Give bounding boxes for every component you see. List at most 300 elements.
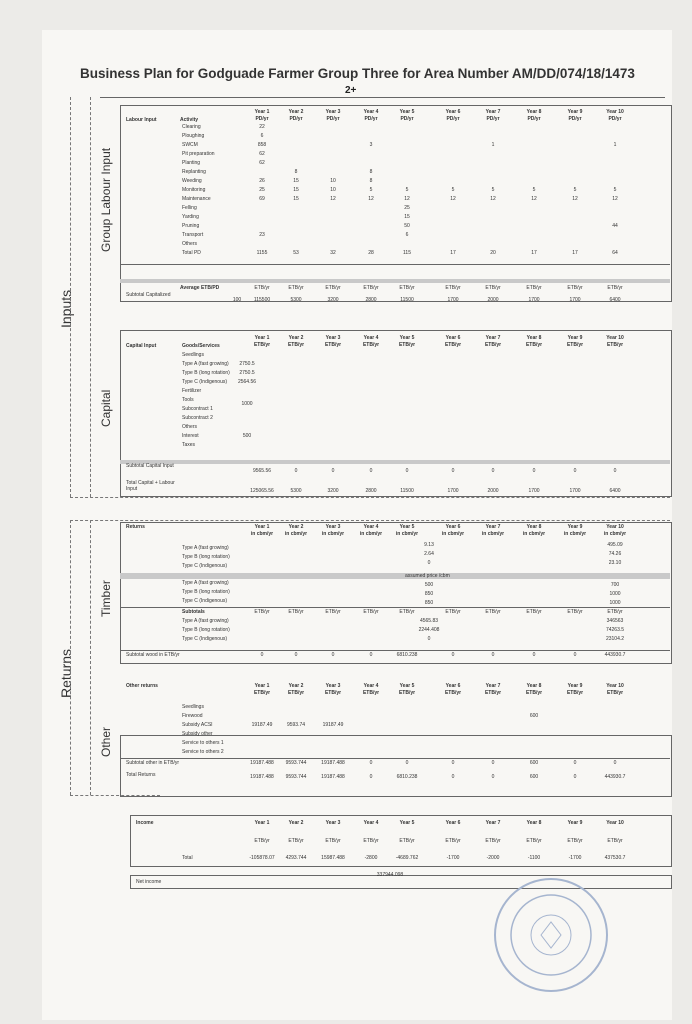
labour-cell: 5 xyxy=(613,187,617,193)
labour-avg-unit: ETB/yr xyxy=(254,285,270,291)
other-subtotal-cell: 0 xyxy=(405,760,409,766)
other-row-label: Subsidy other xyxy=(182,731,213,737)
timber-subtotal-cell: 6810.238 xyxy=(396,652,418,658)
year-header: Year 4 xyxy=(363,524,379,530)
labour-cell: 5 xyxy=(491,187,495,193)
capital-band xyxy=(120,460,670,464)
labour-cell: 1 xyxy=(491,142,495,148)
capital-row-label: Subcontract 2 xyxy=(182,415,213,421)
section-labour-label: Group Labour Input xyxy=(99,147,113,252)
inputs-frame-bottom xyxy=(70,497,670,498)
timber-etb-unit: ETB/yr xyxy=(363,609,379,615)
income-year-header: Year 1 xyxy=(254,820,270,826)
other-row-label: Service to others 2 xyxy=(182,749,224,755)
labour-cell: 23 xyxy=(259,232,265,238)
year-header: Year 7 xyxy=(485,335,501,341)
year-header: Year 7 xyxy=(485,524,501,530)
year-unit: in cbm/yr xyxy=(522,531,546,537)
income-total-cell: -2800 xyxy=(364,855,378,861)
section-returns-label: Returns xyxy=(58,648,74,698)
labour-cell: 64 xyxy=(612,250,618,256)
timber-value-y10: 346563 xyxy=(606,618,624,624)
other-subtotal-cell: 19187.488 xyxy=(250,760,274,766)
year-header: Year 8 xyxy=(526,335,542,341)
timber-volume-y5: 0 xyxy=(427,560,431,566)
year-unit: PD/yr xyxy=(486,116,500,122)
timber-price-row-label: Type A (fast growing) xyxy=(182,580,229,586)
year-header: Year 4 xyxy=(363,335,379,341)
year-unit: PD/yr xyxy=(446,116,460,122)
year-header: Year 4 xyxy=(363,109,379,115)
income-unit: ETB/yr xyxy=(363,838,379,844)
capital-row-label: Subcontract 1 xyxy=(182,406,213,412)
year-unit: ETB/yr xyxy=(566,342,584,348)
year-unit: ETB/yr xyxy=(606,690,624,696)
income-total-cell: -1100 xyxy=(527,855,541,861)
other-row-label: Service to others 1 xyxy=(182,740,224,746)
timber-etb-unit: ETB/yr xyxy=(445,609,461,615)
other-total-label: Total Returns xyxy=(126,772,156,778)
income-unit: ETB/yr xyxy=(526,838,542,844)
year-unit: ETB/yr xyxy=(606,342,624,348)
labour-cell: 12 xyxy=(490,196,496,202)
timber-etb-unit: ETB/yr xyxy=(254,609,270,615)
labour-row-label: SWCM xyxy=(182,142,198,148)
timber-value-y10: 74263.5 xyxy=(605,627,625,633)
timber-value-label: Type C (Indigenous) xyxy=(182,636,228,642)
labour-row-label: Weeding xyxy=(182,178,202,184)
other-subtotal-cell: 9593.744 xyxy=(285,760,307,766)
labour-cell: 5 xyxy=(532,187,536,193)
year-unit: ETB/yr xyxy=(287,342,305,348)
labour-cell: 62 xyxy=(259,160,265,166)
labour-cell: 12 xyxy=(612,196,618,202)
labour-row-label: Clearing xyxy=(182,124,201,130)
seal-graphic xyxy=(496,880,606,990)
timber-value-label: Type B (long rotation) xyxy=(182,627,230,633)
subtitle-rule xyxy=(100,97,665,98)
timber-price-y5: 850 xyxy=(424,600,434,606)
year-unit: ETB/yr xyxy=(398,690,416,696)
timber-price-row-label: Type B (long rotation) xyxy=(182,589,230,595)
timber-subtotal-cell: 0 xyxy=(369,652,373,658)
capital-total-cell: 3200 xyxy=(327,488,339,494)
section-timber-label: Timber xyxy=(99,580,113,617)
other-total-cell: 600 xyxy=(529,774,539,780)
official-seal xyxy=(494,878,608,992)
capital-total-label: Total Capital + Labour Input xyxy=(126,480,175,492)
timber-etb-unit: ETB/yr xyxy=(526,609,542,615)
income-total-cell: -1700 xyxy=(446,855,460,861)
year-header: Year 8 xyxy=(526,683,542,689)
labour-row-label: Yarding xyxy=(182,214,199,220)
labour-band xyxy=(120,279,670,283)
year-unit: in cbm/yr xyxy=(395,531,419,537)
labour-cell: 26 xyxy=(259,178,265,184)
year-unit: PD/yr xyxy=(568,116,582,122)
labour-row-label: Pruning xyxy=(182,223,200,229)
labour-cell: 12 xyxy=(368,196,374,202)
timber-price-y10: 700 xyxy=(610,582,620,588)
timber-etb-unit: ETB/yr xyxy=(288,609,304,615)
income-unit: ETB/yr xyxy=(607,838,623,844)
year-header: Year 10 xyxy=(606,109,624,115)
labour-row-label: Monitoring xyxy=(182,187,206,193)
capital-cell: 1000 xyxy=(241,401,253,407)
year-header: Year 9 xyxy=(567,109,583,115)
year-unit: ETB/yr xyxy=(362,342,380,348)
timber-subtotals-rule xyxy=(120,607,670,608)
labour-row-label: Others xyxy=(182,241,198,247)
labour-avg-unit: ETB/yr xyxy=(445,285,461,291)
capital-subtotal-cell: 0 xyxy=(573,468,577,474)
labour-cell: 25 xyxy=(259,187,265,193)
labour-activity-header: Activity xyxy=(180,117,199,123)
year-unit: ETB/yr xyxy=(398,342,416,348)
returns-frame-outer xyxy=(70,520,71,795)
labour-avg-unit: ETB/yr xyxy=(485,285,501,291)
labour-subtotal-cell: 115500 xyxy=(253,297,271,303)
timber-volume-y10: 495.09 xyxy=(607,542,623,548)
other-subtotal-cell: 0 xyxy=(491,760,495,766)
year-unit: ETB/yr xyxy=(324,342,342,348)
timber-price-y5: 850 xyxy=(424,591,434,597)
labour-subtotal-cell: 3200 xyxy=(327,297,339,303)
year-header: Year 2 xyxy=(288,524,304,530)
net-income-value: 337944.098 xyxy=(376,872,404,878)
capital-row-label: Type A (fast growing) xyxy=(182,361,229,367)
capital-subtotal-cell: 0 xyxy=(294,468,298,474)
labour-cell: 69 xyxy=(259,196,265,202)
timber-price-band xyxy=(120,573,670,579)
section-inputs-label: Inputs xyxy=(58,289,74,328)
year-header: Year 6 xyxy=(445,683,461,689)
year-unit: in cbm/yr xyxy=(603,531,627,537)
income-unit: ETB/yr xyxy=(254,838,270,844)
year-header: Year 7 xyxy=(485,109,501,115)
year-header: Year 7 xyxy=(485,683,501,689)
income-label: Income xyxy=(136,820,154,826)
labour-subtotal-cell: 2000 xyxy=(487,297,499,303)
income-year-header: Year 3 xyxy=(325,820,341,826)
labour-cell: 3 xyxy=(369,142,373,148)
labour-cell: 10 xyxy=(330,178,336,184)
capital-cell: 2750.5 xyxy=(239,361,255,367)
capital-total-cell: 1700 xyxy=(528,488,540,494)
other-total-cell: 19187.488 xyxy=(250,774,274,780)
income-year-header: Year 8 xyxy=(526,820,542,826)
capital-subtotal-cell: 0 xyxy=(369,468,373,474)
labour-subtotal-cell: 6400 xyxy=(609,297,621,303)
labour-cell: 15 xyxy=(293,178,299,184)
income-year-header: Year 6 xyxy=(445,820,461,826)
capital-total-cell: 2000 xyxy=(487,488,499,494)
year-header: Year 9 xyxy=(567,335,583,341)
year-header: Year 2 xyxy=(288,683,304,689)
labour-cell: 20 xyxy=(490,250,496,256)
labour-avg-unit: ETB/yr xyxy=(607,285,623,291)
other-row-label: Subsidy ACSI xyxy=(182,722,213,728)
labour-cell: 115 xyxy=(403,250,411,256)
capital-row-label: Type B (long rotation) xyxy=(182,370,230,376)
timber-value-y5: 2244.408 xyxy=(418,627,440,633)
labour-subtotal-cell: 1700 xyxy=(447,297,459,303)
income-year-header: Year 9 xyxy=(567,820,583,826)
labour-input-label: Labour Input xyxy=(126,117,157,123)
timber-etb-unit: ETB/yr xyxy=(399,609,415,615)
capital-subtotal-cell: 0 xyxy=(451,468,455,474)
capital-subtotal-cell: 0 xyxy=(532,468,536,474)
page-subtitle: 2+ xyxy=(345,85,357,96)
timber-volume-label: Type A (fast growing) xyxy=(182,545,229,551)
year-unit: in cbm/yr xyxy=(321,531,345,537)
capital-total-cell: 125065.56 xyxy=(250,488,274,494)
labour-cell: 12 xyxy=(531,196,537,202)
income-unit: ETB/yr xyxy=(288,838,304,844)
returns-frame-left xyxy=(90,520,91,795)
income-unit: ETB/yr xyxy=(445,838,461,844)
year-unit: PD/yr xyxy=(255,116,269,122)
capital-subtotal-cell: 0 xyxy=(613,468,617,474)
year-header: Year 3 xyxy=(325,683,341,689)
other-total-cell: 0 xyxy=(451,774,455,780)
timber-etb-unit: ETB/yr xyxy=(607,609,623,615)
income-total-label: Total xyxy=(182,855,193,861)
other-total-cell: 9593.744 xyxy=(285,774,307,780)
other-subtotal-rule xyxy=(120,758,670,759)
labour-row-label: Ploughing xyxy=(182,133,205,139)
labour-cell: 8 xyxy=(369,169,373,175)
labour-cell: 50 xyxy=(404,223,410,229)
timber-etb-unit: ETB/yr xyxy=(485,609,501,615)
year-header: Year 5 xyxy=(399,524,415,530)
year-unit: in cbm/yr xyxy=(481,531,505,537)
income-total-cell: -4689.762 xyxy=(395,855,419,861)
capital-total-cell: 11500 xyxy=(400,488,414,494)
income-year-header: Year 10 xyxy=(606,820,624,826)
labour-cell: 28 xyxy=(368,250,374,256)
year-header: Year 2 xyxy=(288,109,304,115)
other-subtotal-cell: 0 xyxy=(451,760,455,766)
other-cell: 9593.74 xyxy=(286,722,306,728)
year-unit: PD/yr xyxy=(289,116,303,122)
year-unit: ETB/yr xyxy=(253,690,271,696)
year-header: Year 3 xyxy=(325,335,341,341)
year-header: Year 10 xyxy=(606,683,624,689)
returns-frame-top xyxy=(70,520,670,521)
capital-subtotal-cell: 0 xyxy=(405,468,409,474)
timber-value-label: Type A (fast growing) xyxy=(182,618,229,624)
capital-row-label: Interest xyxy=(182,433,199,439)
year-header: Year 4 xyxy=(363,683,379,689)
labour-avg-unit: ETB/yr xyxy=(363,285,379,291)
labour-cell: 6 xyxy=(405,232,409,238)
labour-avg-unit: ETB/yr xyxy=(399,285,415,291)
timber-subtotal-cell: 0 xyxy=(573,652,577,658)
labour-row-label: Felling xyxy=(182,205,197,211)
capital-cell: 2750.5 xyxy=(239,370,255,376)
capital-goods-header: Goods/Services xyxy=(182,343,220,349)
income-total-cell: -1700 xyxy=(568,855,582,861)
year-header: Year 1 xyxy=(254,109,270,115)
timber-subtotal-cell: 0 xyxy=(532,652,536,658)
year-unit: ETB/yr xyxy=(287,690,305,696)
income-unit: ETB/yr xyxy=(325,838,341,844)
year-header: Year 1 xyxy=(254,683,270,689)
labour-cell: 8 xyxy=(369,178,373,184)
year-unit: PD/yr xyxy=(326,116,340,122)
labour-cell: 5 xyxy=(405,187,409,193)
capital-subtotal-cell: 9565.56 xyxy=(252,468,272,474)
labour-cell: 17 xyxy=(450,250,456,256)
labour-cell: 44 xyxy=(612,223,618,229)
other-subtotal-cell: 600 xyxy=(529,760,539,766)
timber-volume-label: Type B (long rotation) xyxy=(182,554,230,560)
timber-etb-unit: ETB/yr xyxy=(567,609,583,615)
other-total-cell: 19187.488 xyxy=(321,774,345,780)
section-other-label: Other xyxy=(99,726,113,757)
year-header: Year 10 xyxy=(606,335,624,341)
labour-row-label: Replanting xyxy=(182,169,206,175)
capital-subtotal-label: Subtotal Capital Input xyxy=(126,463,174,469)
labour-avg-value: 100 xyxy=(232,297,242,303)
capital-subtotal-cell: 0 xyxy=(491,468,495,474)
other-cell: 600 xyxy=(529,713,539,719)
year-header: Year 8 xyxy=(526,524,542,530)
labour-avg-unit: ETB/yr xyxy=(288,285,304,291)
year-header: Year 10 xyxy=(606,524,624,530)
income-total-cell: -2000 xyxy=(486,855,500,861)
year-header: Year 9 xyxy=(567,683,583,689)
timber-subtotal-cell: 0 xyxy=(294,652,298,658)
year-unit: in cbm/yr xyxy=(359,531,383,537)
capital-subtotal-cell: 0 xyxy=(331,468,335,474)
timber-subtotal-cell: 0 xyxy=(451,652,455,658)
year-unit: ETB/yr xyxy=(324,690,342,696)
labour-cell: 5 xyxy=(451,187,455,193)
timber-volume-y10: 74.26 xyxy=(608,551,622,557)
income-total-cell: 4293.744 xyxy=(285,855,307,861)
labour-row-label: Maintenance xyxy=(182,196,211,202)
year-header: Year 8 xyxy=(526,109,542,115)
income-total-cell: 437530.7 xyxy=(604,855,626,861)
year-unit: in cbm/yr xyxy=(441,531,465,537)
income-unit: ETB/yr xyxy=(567,838,583,844)
labour-cell: 5 xyxy=(369,187,373,193)
income-unit: ETB/yr xyxy=(485,838,501,844)
inputs-frame-left xyxy=(90,97,91,497)
labour-avg-unit: ETB/yr xyxy=(325,285,341,291)
year-header: Year 9 xyxy=(567,524,583,530)
labour-cell: 17 xyxy=(572,250,578,256)
capital-row-label: Seedlings xyxy=(182,352,204,358)
labour-subtotal-cell: 11500 xyxy=(400,297,414,303)
labour-avg-label: Average ETB/PD xyxy=(180,285,220,291)
year-unit: ETB/yr xyxy=(444,342,462,348)
other-subtotal-cell: 0 xyxy=(613,760,617,766)
labour-total-rule xyxy=(120,264,670,265)
year-header: Year 6 xyxy=(445,109,461,115)
labour-cell: 8 xyxy=(294,169,298,175)
timber-value-y5: 4565.83 xyxy=(419,618,439,624)
other-total-cell: 0 xyxy=(573,774,577,780)
other-total-cell: 443930.7 xyxy=(604,774,626,780)
labour-subtotal-cell: 1700 xyxy=(569,297,581,303)
timber-etb-unit: ETB/yr xyxy=(325,609,341,615)
net-income-label: Net income xyxy=(136,879,162,885)
other-total-cell: 6810.238 xyxy=(396,774,418,780)
year-header: Year 3 xyxy=(325,524,341,530)
labour-cell: 15 xyxy=(404,214,410,220)
labour-cell: 22 xyxy=(259,124,265,130)
year-unit: ETB/yr xyxy=(484,690,502,696)
labour-row-label: Total PD xyxy=(182,250,201,256)
year-unit: ETB/yr xyxy=(525,342,543,348)
other-subtotal-label: Subtotal other in ETB/yr xyxy=(126,760,180,766)
year-header: Year 5 xyxy=(399,683,415,689)
timber-price-y10: 1000 xyxy=(609,591,621,597)
year-unit: in cbm/yr xyxy=(250,531,274,537)
capital-total-cell: 2800 xyxy=(365,488,377,494)
year-header: Year 5 xyxy=(399,109,415,115)
capital-total-cell: 6400 xyxy=(609,488,621,494)
labour-subtotal-cell: 5300 xyxy=(290,297,302,303)
capital-cell: 2564.56 xyxy=(237,379,257,385)
labour-cell: 25 xyxy=(404,205,410,211)
year-header: Year 5 xyxy=(399,335,415,341)
income-year-header: Year 2 xyxy=(288,820,304,826)
labour-cell: 858 xyxy=(257,142,267,148)
year-header: Year 1 xyxy=(254,335,270,341)
year-header: Year 3 xyxy=(325,109,341,115)
year-header: Year 2 xyxy=(288,335,304,341)
income-total-cell: -105878.07 xyxy=(249,855,275,861)
labour-avg-unit: ETB/yr xyxy=(567,285,583,291)
capital-row-label: Others xyxy=(182,424,198,430)
labour-cell: 6 xyxy=(260,133,264,139)
timber-volume-y5: 9.13 xyxy=(424,542,434,548)
labour-cell: 32 xyxy=(330,250,336,256)
labour-cell: 15 xyxy=(293,187,299,193)
year-unit: ETB/yr xyxy=(444,690,462,696)
labour-cell: 17 xyxy=(531,250,537,256)
capital-row-label: Type C (Indigenous) xyxy=(182,379,228,385)
timber-subtotal-cell: 443930.7 xyxy=(604,652,626,658)
labour-cell: 12 xyxy=(330,196,336,202)
capital-input-label: Capital Input xyxy=(126,343,157,349)
timber-subtotal-cell: 0 xyxy=(331,652,335,658)
labour-cell: 15 xyxy=(293,196,299,202)
year-header: Year 6 xyxy=(445,335,461,341)
other-total-cell: 0 xyxy=(369,774,373,780)
year-header: Year 1 xyxy=(254,524,270,530)
other-cell: 19187.49 xyxy=(251,722,273,728)
capital-cell: 500 xyxy=(242,433,252,439)
timber-price-y10: 1000 xyxy=(609,600,621,606)
timber-volume-y5: 2.64 xyxy=(424,551,434,557)
other-subtotal-cell: 19187.488 xyxy=(321,760,345,766)
timber-returns-label: Returns xyxy=(126,524,145,530)
year-unit: in cbm/yr xyxy=(284,531,308,537)
labour-subtotal-label: Subtotal Capitalized xyxy=(126,292,171,298)
timber-subtotals-label: Subtotals xyxy=(182,609,205,615)
other-row-label: Seedlings xyxy=(182,704,204,710)
page-title: Business Plan for Godguade Farmer Group Three for Area Number AM/DD/074/18/1473 xyxy=(80,66,635,81)
capital-row-label: Taxes xyxy=(182,442,196,448)
year-unit: PD/yr xyxy=(527,116,541,122)
year-unit: ETB/yr xyxy=(484,342,502,348)
year-unit: PD/yr xyxy=(608,116,622,122)
